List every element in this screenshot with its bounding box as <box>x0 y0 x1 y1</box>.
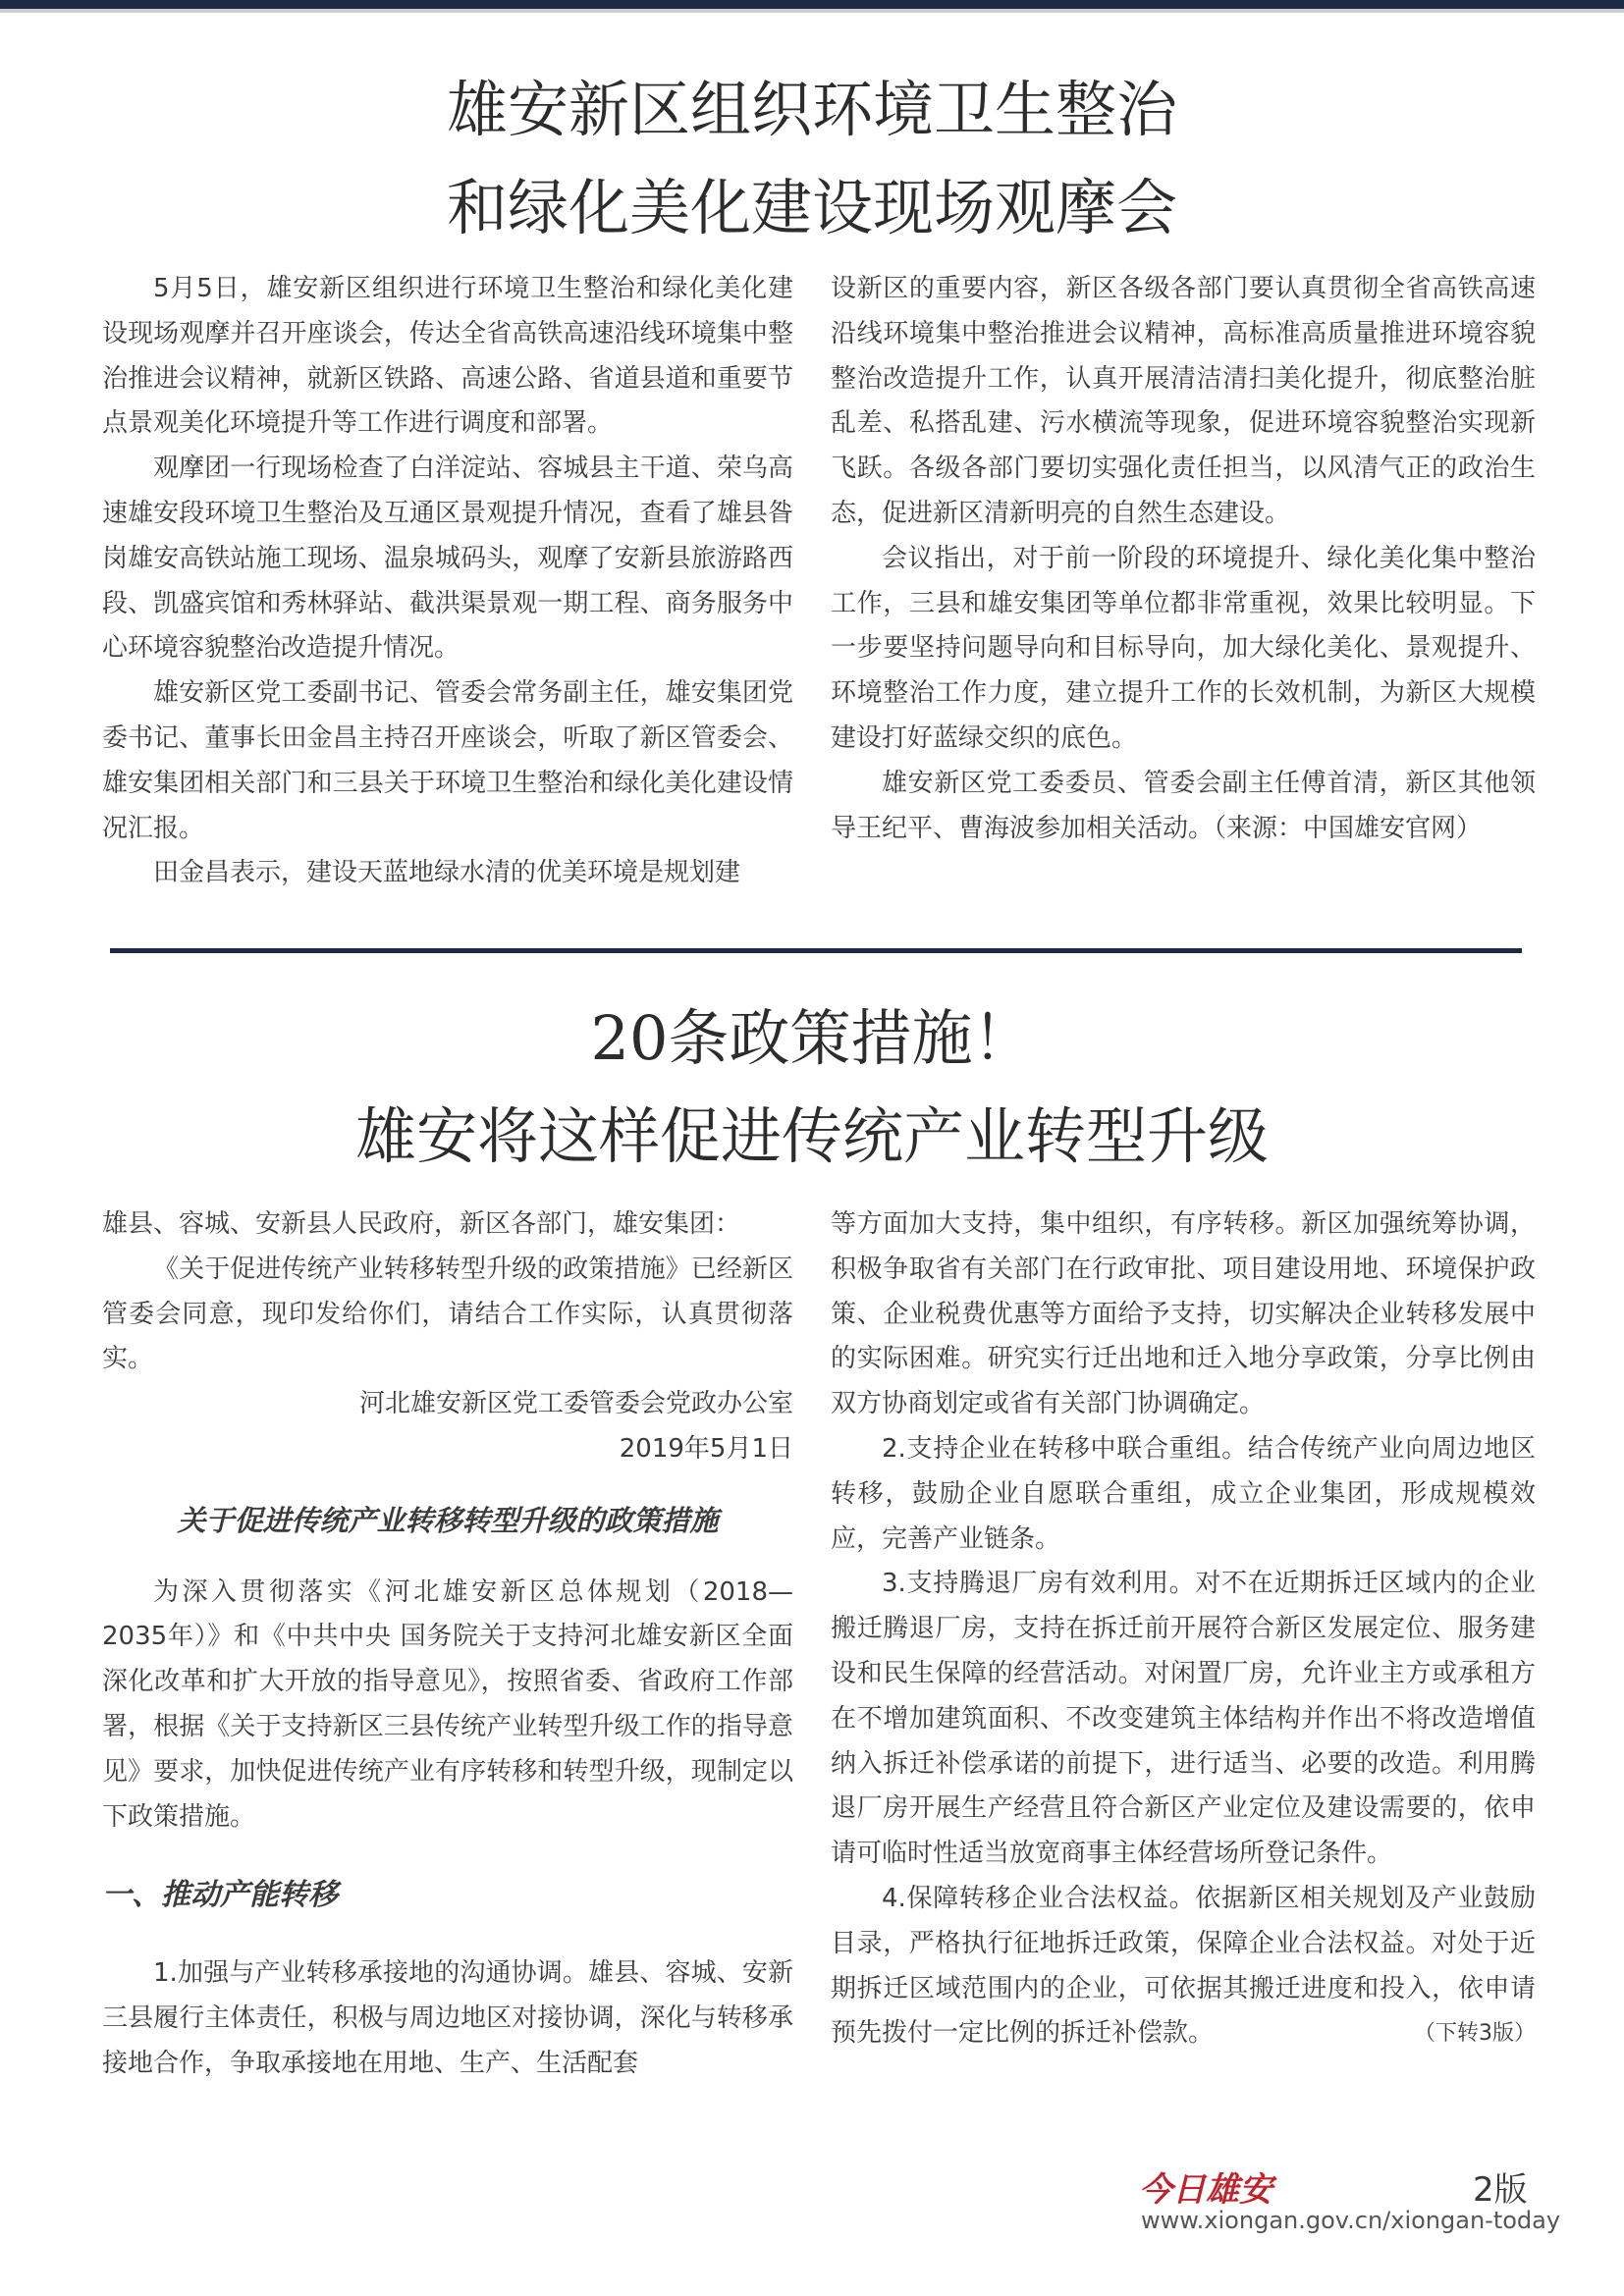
item-paragraph: 等方面加大支持，集中组织，有序转移。新区加强统筹协调，积极争取省有关部门在行政审批、项目建设用地、环境保护政策、企业税费优惠等方面给予支持，切实解决企业转移发展中的实际困难。研究实行迁出地和迁入地分享政策，分享比例由双方协商划定或省有关部门协调确定。 <box>831 1209 1536 1419</box>
article2-left-column <box>102 1202 793 2087</box>
article1-title <box>0 61 1624 257</box>
section-heading: 一、推动产能转移 <box>102 1878 338 1913</box>
addressee: 雄县、容城、安新县人民政府，新区各部门，雄安集团： <box>102 1209 741 1239</box>
paragraph: 会议指出，对于前一阶段的环境提升、绿化美化集中整治工作，三县和雄安集团等单位都非常重视，效果比较明显。下一步要坚持问题导向和目标导向，加大绿化美化、景观提升、环境整治工作力度，建立提升工作的长效机制，为新区大规模建设打好蓝绿交织的底色。 <box>831 543 1536 753</box>
newspaper-logo: 今日雄安 <box>1139 2170 1272 2210</box>
item-paragraph: 1.加强与产业转移承接地的沟通协调。雄县、容城、安新三县履行主体责任，积极与周边地区对接协调，深化与转移承接地合作，争取承接地在用地、生产、生活配套 <box>102 1958 793 2078</box>
item-paragraph <box>831 1877 1536 2056</box>
article1-left-column <box>102 267 793 896</box>
issue-date: 2019年5月1日 <box>619 1433 793 1464</box>
paragraph: 雄安新区党工委委员、管委会副主任傅首清，新区其他领导王纪平、曹海波参加相关活动。（来源：中国雄安官网） <box>831 768 1536 843</box>
article2-right-column <box>831 1202 1536 2056</box>
article2-title-line1: 20条政策措施！ <box>590 1002 1034 1074</box>
top-border <box>0 0 1624 9</box>
notice-paragraph: 《关于促进传统产业转移转型升级的政策措施》已经新区管委会同意，现印发给你们，请结合工作实际，认真贯彻落实。 <box>102 1254 793 1374</box>
article1-title-line1: 雄安新区组织环境卫生整治 <box>446 74 1177 145</box>
issuer: 河北雄安新区党工委管委会党政办公室 <box>358 1389 793 1419</box>
article1-right-column <box>831 267 1536 851</box>
paragraph: 设新区的重要内容，新区各级各部门要认真贯彻全省高铁高速沿线环境集中整治推进会议精神，高标准高质量推进环境容貌整治改造提升工作，认真开展清洁清扫美化提升，彻底整治脏乱差、私搭乱建、污水横流等现象，促进环境容貌整治实现新飞跃。各级各部门要切实强化责任担当，以风清气正的政治生态，促进新区清新明亮的自然生态建设。 <box>831 274 1536 528</box>
top-border-shadow <box>0 9 1624 13</box>
paragraph: 田金昌表示，建设天蓝地绿水清的优美环境是规划建 <box>153 858 741 888</box>
article2-title-line2: 雄安将这样促进传统产业转型升级 <box>354 1100 1269 1172</box>
paragraph: 观摩团一行现场检查了白洋淀站、容城县主干道、荣乌高速雄安段环境卫生整治及互通区景观提升情况，查看了雄县昝岗雄安高铁站施工现场、温泉城码头，观摩了安新县旅游路西段、凯盛宾馆和秀林驿站、截洪渠景观一期工程、商务服务中心环境容貌整治改造提升情况。 <box>102 454 793 664</box>
article1-title-line2: 和绿化美化建设现场观摩会 <box>446 172 1177 243</box>
item-paragraph: 3.支持腾退厂房有效利用。对不在近期拆迁区域内的企业搬迁腾退厂房，支持在拆迁前开展符合新区发展定位、服务建设和民生保障的经营活动。对闲置厂房，允许业主方或承租方在不增加建筑面积、不改变建筑主体结构并作出不将改造增值纳入拆迁补偿承诺的前提下，进行适当、必要的改造。利用腾退厂房开展生产经营且符合新区产业定位及建设需要的，依申请可临时性适当放宽商事主体经营场所登记条件。 <box>831 1569 1536 1869</box>
article2-title <box>0 989 1624 1186</box>
policy-subtitle: 关于促进传统产业转移转型升级的政策措施 <box>177 1503 719 1537</box>
paragraph: 雄安新区党工委副书记、管委会常务副主任，雄安集团党委书记、董事长田金昌主持召开座谈会，听取了新区管委会、雄安集团相关部门和三县关于环境卫生整治和绿化美化建设情况汇报。 <box>102 678 793 843</box>
intro-paragraph: 为深入贯彻落实《河北雄安新区总体规划（2018—2035年）》和《中共中央 国务院关于支持河北雄安新区全面深化改革和扩大开放的指导意见》，按照省委、省政府工作部署，根据《关于支持新区三县传统产业转型升级工作的指导意见》要求，加快促进传统产业有序转移和转型升级，现制定以下政策措施。 <box>102 1576 793 1832</box>
paragraph: 5月5日，雄安新区组织进行环境卫生整治和绿化美化建设现场观摩并召开座谈会，传达全省高铁高速沿线环境集中整治推进会议精神，就新区铁路、高速公路、省道县道和重要节点景观美化环境提升等工作进行调度和部署。 <box>102 274 793 439</box>
continued-note: （下转3版） <box>1414 2021 1536 2047</box>
article-divider <box>110 948 1522 953</box>
footer-url: www.xiongan.gov.cn/xiongan-today <box>1141 2207 1561 2234</box>
item-paragraph: 2.支持企业在转移中联合重组。结合传统产业向周边地区转移，鼓励企业自愿联合重组，成立企业集团，形成规模效应，完善产业链条。 <box>831 1433 1536 1554</box>
item-text: 4.保障转移企业合法权益。依据新区相关规划及产业鼓励目录，严格执行征地拆迁政策，保障企业合法权益。对处于近期拆迁区域范围内的企业，可依据其搬迁进度和投入，依申请预先拨付一定比例的拆迁补偿款。 <box>831 1883 1536 2049</box>
page-number: 2版 <box>1473 2170 1528 2210</box>
